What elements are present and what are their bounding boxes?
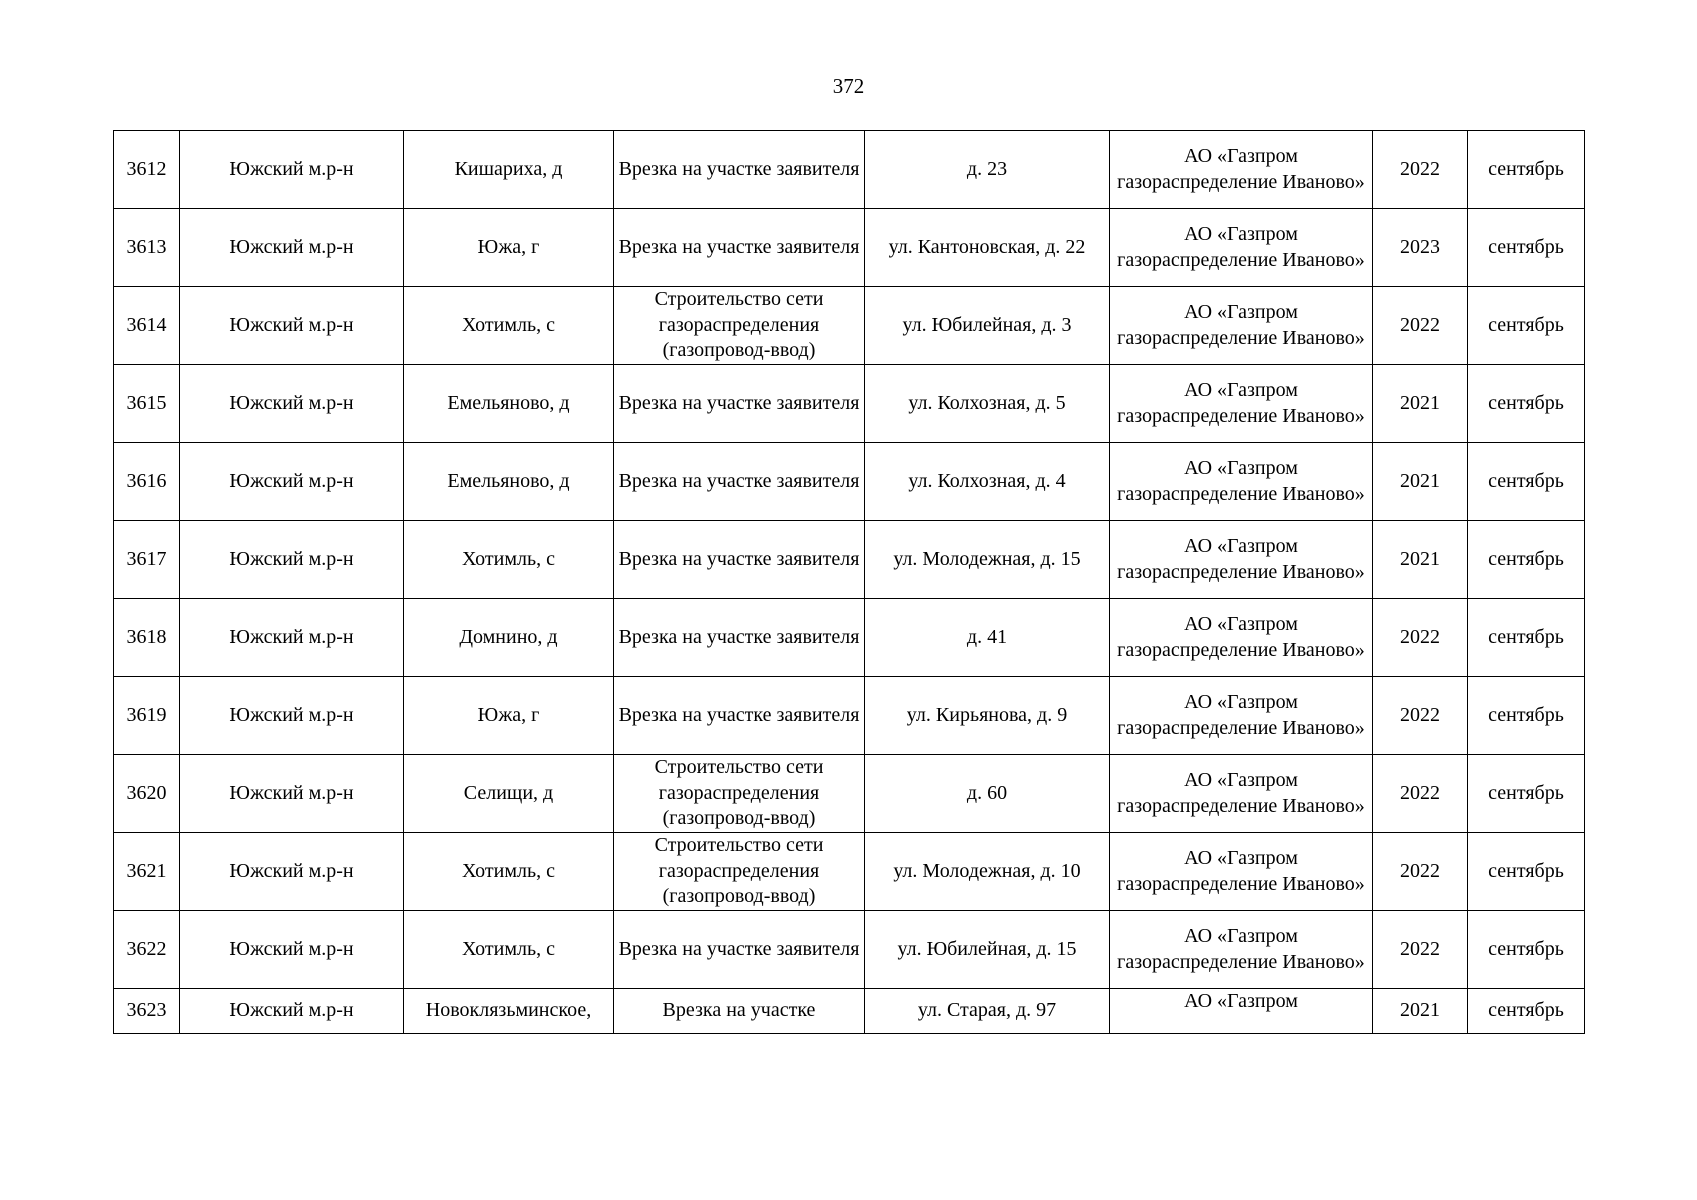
cell-locality: Южа, г <box>404 677 614 755</box>
cell-district: Южский м.р-н <box>180 989 404 1034</box>
cell-locality: Селищи, д <box>404 755 614 833</box>
cell-work-type: Строительство сети газораспределения (газопровод-ввод) <box>614 287 865 365</box>
cell-locality: Хотимль, с <box>404 833 614 911</box>
table-row <box>114 989 1585 1034</box>
cell-address: ул. Юбилейная, д. 3 <box>865 287 1110 365</box>
cell-year: 2021 <box>1373 443 1468 521</box>
cell-year: 2022 <box>1373 599 1468 677</box>
cell-address: ул. Молодежная, д. 10 <box>865 833 1110 911</box>
cell-district: Южский м.р-н <box>180 443 404 521</box>
cell-district: Южский м.р-н <box>180 131 404 209</box>
table-row <box>114 521 1585 599</box>
cell-address: ул. Кирьянова, д. 9 <box>865 677 1110 755</box>
table-row <box>114 365 1585 443</box>
cell-month: сентябрь <box>1468 599 1585 677</box>
cell-number: 3612 <box>114 131 180 209</box>
cell-year: 2022 <box>1373 833 1468 911</box>
table-row <box>114 911 1585 989</box>
cell-district: Южский м.р-н <box>180 287 404 365</box>
cell-month: сентябрь <box>1468 131 1585 209</box>
cell-month: сентябрь <box>1468 677 1585 755</box>
cell-number: 3622 <box>114 911 180 989</box>
cell-district: Южский м.р-н <box>180 365 404 443</box>
cell-number: 3619 <box>114 677 180 755</box>
table-row <box>114 209 1585 287</box>
page-number: 372 <box>832 74 865 98</box>
cell-year: 2021 <box>1373 365 1468 443</box>
cell-month: сентябрь <box>1468 989 1585 1034</box>
cell-address: ул. Колхозная, д. 4 <box>865 443 1110 521</box>
table-row <box>114 287 1585 365</box>
cell-work-type: Врезка на участке заявителя <box>614 209 865 287</box>
cell-work-type: Врезка на участке <box>614 989 865 1034</box>
cell-number: 3613 <box>114 209 180 287</box>
cell-year: 2022 <box>1373 677 1468 755</box>
cell-month: сентябрь <box>1468 209 1585 287</box>
cell-district: Южский м.р-н <box>180 209 404 287</box>
cell-address: ул. Юбилейная, д. 15 <box>865 911 1110 989</box>
cell-work-type: Врезка на участке заявителя <box>614 599 865 677</box>
cell-number: 3614 <box>114 287 180 365</box>
cell-organization: АО «Газпром газораспределение Иваново» <box>1110 521 1373 599</box>
cell-address: ул. Молодежная, д. 15 <box>865 521 1110 599</box>
cell-month: сентябрь <box>1468 521 1585 599</box>
cell-district: Южский м.р-н <box>180 599 404 677</box>
table-row <box>114 131 1585 209</box>
records-table <box>113 130 1585 1034</box>
cell-district: Южский м.р-н <box>180 521 404 599</box>
cell-work-type: Строительство сети газораспределения (газопровод-ввод) <box>614 833 865 911</box>
cell-organization: АО «Газпром газораспределение Иваново» <box>1110 365 1373 443</box>
cell-number: 3618 <box>114 599 180 677</box>
cell-work-type: Врезка на участке заявителя <box>614 521 865 599</box>
cell-locality: Емельяново, д <box>404 443 614 521</box>
cell-locality: Хотимль, с <box>404 911 614 989</box>
cell-month: сентябрь <box>1468 287 1585 365</box>
cell-organization: АО «Газпром газораспределение Иваново» <box>1110 677 1373 755</box>
cell-address: д. 23 <box>865 131 1110 209</box>
cell-organization: АО «Газпром газораспределение Иваново» <box>1110 209 1373 287</box>
cell-number: 3621 <box>114 833 180 911</box>
cell-month: сентябрь <box>1468 911 1585 989</box>
table-row <box>114 599 1585 677</box>
cell-year: 2022 <box>1373 287 1468 365</box>
cell-year: 2023 <box>1373 209 1468 287</box>
cell-locality: Кишариха, д <box>404 131 614 209</box>
table-row <box>114 833 1585 911</box>
cell-month: сентябрь <box>1468 755 1585 833</box>
cell-work-type: Строительство сети газораспределения (газопровод-ввод) <box>614 755 865 833</box>
table-row <box>114 677 1585 755</box>
cell-address: ул. Старая, д. 97 <box>865 989 1110 1034</box>
cell-district: Южский м.р-н <box>180 833 404 911</box>
cell-work-type: Врезка на участке заявителя <box>614 365 865 443</box>
cell-work-type: Врезка на участке заявителя <box>614 911 865 989</box>
cell-number: 3615 <box>114 365 180 443</box>
cell-organization: АО «Газпром газораспределение Иваново» <box>1110 443 1373 521</box>
cell-month: сентябрь <box>1468 365 1585 443</box>
cell-organization: АО «Газпром газораспределение Иваново» <box>1110 599 1373 677</box>
cell-district: Южский м.р-н <box>180 911 404 989</box>
cell-organization: АО «Газпром газораспределение Иваново» <box>1110 833 1373 911</box>
cell-number: 3620 <box>114 755 180 833</box>
cell-work-type: Врезка на участке заявителя <box>614 443 865 521</box>
cell-work-type: Врезка на участке заявителя <box>614 677 865 755</box>
cell-organization: АО «Газпром <box>1110 989 1373 1034</box>
cell-organization: АО «Газпром газораспределение Иваново» <box>1110 131 1373 209</box>
cell-number: 3616 <box>114 443 180 521</box>
cell-address: д. 60 <box>865 755 1110 833</box>
cell-organization: АО «Газпром газораспределение Иваново» <box>1110 911 1373 989</box>
cell-year: 2021 <box>1373 521 1468 599</box>
cell-year: 2022 <box>1373 131 1468 209</box>
cell-year: 2022 <box>1373 755 1468 833</box>
table-row <box>114 755 1585 833</box>
cell-work-type: Врезка на участке заявителя <box>614 131 865 209</box>
cell-address: д. 41 <box>865 599 1110 677</box>
cell-district: Южский м.р-н <box>180 677 404 755</box>
table-row <box>114 443 1585 521</box>
cell-organization: АО «Газпром газораспределение Иваново» <box>1110 755 1373 833</box>
cell-number: 3617 <box>114 521 180 599</box>
table-body <box>114 131 1585 1034</box>
cell-month: сентябрь <box>1468 833 1585 911</box>
cell-year: 2022 <box>1373 911 1468 989</box>
cell-address: ул. Кантоновская, д. 22 <box>865 209 1110 287</box>
cell-locality: Хотимль, с <box>404 521 614 599</box>
cell-locality: Емельяново, д <box>404 365 614 443</box>
cell-locality: Домнино, д <box>404 599 614 677</box>
cell-locality: Хотимль, с <box>404 287 614 365</box>
cell-locality: Новоклязьминское, <box>404 989 614 1034</box>
cell-number: 3623 <box>114 989 180 1034</box>
cell-month: сентябрь <box>1468 443 1585 521</box>
cell-district: Южский м.р-н <box>180 755 404 833</box>
cell-locality: Южа, г <box>404 209 614 287</box>
cell-organization: АО «Газпром газораспределение Иваново» <box>1110 287 1373 365</box>
cell-address: ул. Колхозная, д. 5 <box>865 365 1110 443</box>
cell-year: 2021 <box>1373 989 1468 1034</box>
